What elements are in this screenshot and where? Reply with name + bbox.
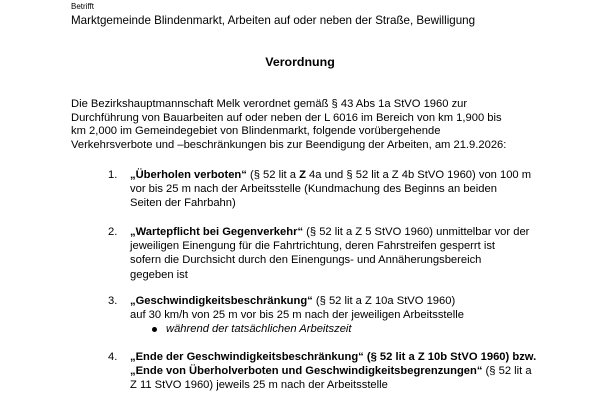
bullet-text: während der tatsächlichen Arbeitszeit: [166, 323, 352, 336]
intro-line: Die Bezirkshauptmannschaft Melk verordnet gemäß § 43 Abs 1a StVO 1960 zur: [71, 98, 468, 110]
item-line: Z 11 StVO 1960) jeweils 25 m nach der Arbeitsstelle: [130, 379, 388, 392]
betrifft-label: Betrifft: [71, 2, 94, 11]
item-body: [130, 225, 593, 282]
item-line: auf 30 km/h von 25 m vor bis 25 m nach der jeweiligen Arbeitsstelle: [130, 309, 464, 322]
item-body: [130, 168, 593, 211]
item-first-line: [130, 225, 593, 239]
item-number: 1.: [108, 169, 118, 181]
intro-line: Durchführung von Bauarbeiten auf oder neben der L 6016 im Bereich von km 1,900 bis: [71, 111, 502, 124]
item-title: „Überholen verboten“: [130, 169, 247, 181]
item-body: [130, 350, 593, 393]
item-number: 3.: [108, 295, 118, 307]
item-text: (§ 52 lit a: [482, 365, 532, 378]
item-title: „Wartepflicht bei Gegenverkehr“: [130, 226, 304, 238]
bullet-item: [130, 322, 593, 336]
subject-line: Marktgemeinde Blindenmarkt, Arbeiten auf oder neben der Straße, Bewilligung: [71, 14, 476, 27]
item-title-2: „Ende von Überholverboten und Geschwindigkeitsbegrenzungen“: [130, 365, 483, 378]
item-line: gegeben ist: [130, 268, 188, 281]
document-heading: Verordnung: [265, 55, 335, 69]
item-second-line: [130, 364, 593, 378]
item-text: (§ 52 lit a Z 5 StVO 1960) unmittelbar vor der: [303, 226, 530, 238]
item-text-bold: Z: [299, 169, 306, 181]
item-title: „Ende der Geschwindigkeitsbeschränkung“ (§ 52 lit a Z 10b StVO 1960) bzw.: [130, 351, 537, 363]
item-number: 2.: [108, 226, 118, 238]
item-title: „Geschwindigkeitsbeschränkung“: [130, 295, 313, 307]
item-text: (§ 52 lit a: [246, 169, 300, 181]
item-number: 4.: [108, 351, 118, 363]
intro-line: km 2,000 im Gemeindegebiet von Blindenmarkt, folgende vorübergehende: [71, 125, 441, 137]
intro-line: Verkehrsverbote und –beschränkungen bis zur Beendigung der Arbeiten, am 21.9.2026:: [71, 138, 507, 151]
item-line: Seiten der Fahrbahn): [130, 197, 236, 210]
item-text: (§ 52 lit a Z 10a StVO 1960): [312, 295, 456, 307]
item-text: 4a und § 52 lit a Z 4b StVO 1960) von 100 m: [305, 169, 532, 181]
item-line: vor bis 25 m nach der Arbeitsstelle (Kundmachung des Beginns an beiden: [130, 183, 497, 196]
intro-paragraph: [71, 98, 591, 152]
item-first-line: [130, 168, 593, 182]
item-first-line: [130, 294, 593, 308]
item-line: jeweiligen Einengung für die Fahrtrichtung, deren Fahrstreifen gesperrt ist: [130, 240, 496, 253]
item-body: [130, 294, 593, 337]
item-line: sofern die Durchsicht durch den Einengungs- und Annäherungsbereich: [130, 254, 482, 267]
